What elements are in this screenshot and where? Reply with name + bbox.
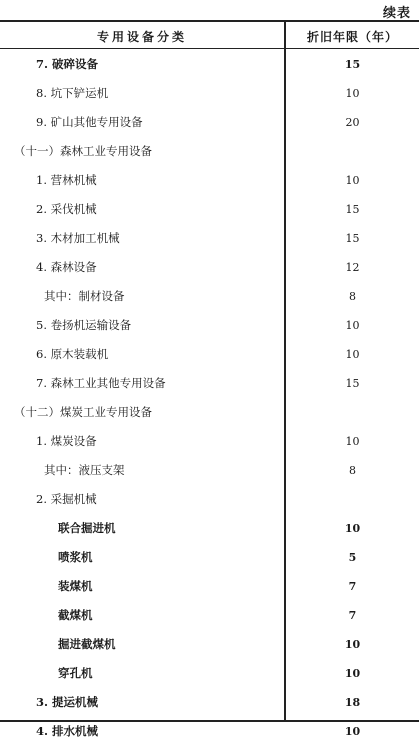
table-row bbox=[0, 339, 419, 368]
table-row bbox=[0, 49, 419, 78]
table-row bbox=[0, 687, 419, 716]
row-category: 1. 煤炭设备 bbox=[36, 434, 97, 448]
table-row bbox=[0, 107, 419, 136]
row-category: 2. 采伐机械 bbox=[36, 202, 97, 216]
column-divider bbox=[284, 20, 286, 722]
table-row bbox=[0, 165, 419, 194]
table-row bbox=[0, 600, 419, 629]
row-category: 其中：制材设备 bbox=[44, 289, 125, 303]
row-years: 8 bbox=[349, 464, 356, 477]
table-row bbox=[0, 310, 419, 339]
row-years: 15 bbox=[345, 377, 360, 390]
row-category: 其中：液压支架 bbox=[44, 463, 125, 477]
table-header bbox=[0, 22, 419, 49]
depreciation-table bbox=[0, 20, 419, 745]
row-category: 4. 森林设备 bbox=[36, 260, 97, 274]
table-row bbox=[0, 223, 419, 252]
row-years: 5 bbox=[348, 551, 357, 564]
table-row bbox=[0, 513, 419, 542]
row-years: 10 bbox=[344, 638, 361, 651]
row-years: 10 bbox=[345, 435, 360, 448]
table-row bbox=[0, 397, 419, 426]
row-category: 3. 提运机械 bbox=[36, 695, 99, 709]
row-category: （十二）煤炭工业专用设备 bbox=[14, 405, 152, 419]
table-row bbox=[0, 252, 419, 281]
row-category: 6. 原木装载机 bbox=[36, 347, 109, 361]
table-row bbox=[0, 629, 419, 658]
row-category: 3. 木材加工机械 bbox=[36, 231, 120, 245]
header-category: 专用设备分类 bbox=[96, 30, 187, 44]
row-years: 18 bbox=[344, 696, 361, 709]
row-years: 15 bbox=[345, 232, 360, 245]
row-category: （十一）森林工业专用设备 bbox=[14, 144, 152, 158]
table-row bbox=[0, 194, 419, 223]
table-row bbox=[0, 484, 419, 513]
row-category: 穿孔机 bbox=[58, 666, 93, 680]
row-category: 7. 森林工业其他专用设备 bbox=[36, 376, 166, 390]
row-years: 7 bbox=[348, 580, 357, 593]
row-category: 2. 采掘机械 bbox=[36, 492, 97, 506]
row-years: 7 bbox=[348, 609, 357, 622]
row-category: 9. 矿山其他专用设备 bbox=[36, 115, 143, 129]
row-category: 5. 卷扬机运输设备 bbox=[36, 318, 132, 332]
row-category: 截煤机 bbox=[58, 608, 93, 622]
table-row bbox=[0, 455, 419, 484]
row-years: 10 bbox=[344, 667, 361, 680]
row-years: 12 bbox=[345, 261, 360, 274]
row-years: 10 bbox=[345, 348, 360, 361]
row-years: 10 bbox=[344, 522, 361, 535]
table-row bbox=[0, 281, 419, 310]
table-body bbox=[0, 49, 419, 745]
row-category: 喷浆机 bbox=[58, 550, 93, 564]
table-row bbox=[0, 571, 419, 600]
row-category: 1. 营林机械 bbox=[36, 173, 97, 187]
row-years: 20 bbox=[345, 116, 360, 129]
table-row bbox=[0, 426, 419, 455]
table-bottom-rule bbox=[0, 720, 419, 722]
row-category: 4. 排水机械 bbox=[36, 724, 99, 738]
table-row bbox=[0, 136, 419, 165]
row-years: 10 bbox=[345, 87, 360, 100]
row-years: 15 bbox=[345, 203, 360, 216]
row-category: 掘进截煤机 bbox=[58, 637, 116, 651]
table-row bbox=[0, 658, 419, 687]
row-years: 10 bbox=[344, 725, 361, 738]
continued-label: 续表 bbox=[382, 6, 411, 21]
row-years: 8 bbox=[349, 290, 356, 303]
row-category: 8. 坑下铲运机 bbox=[36, 86, 109, 100]
row-category: 装煤机 bbox=[58, 579, 93, 593]
row-category: 7. 破碎设备 bbox=[36, 57, 99, 71]
row-years: 15 bbox=[344, 58, 361, 71]
header-years: 折旧年限（年） bbox=[306, 30, 398, 44]
row-years: 10 bbox=[345, 319, 360, 332]
table-row bbox=[0, 78, 419, 107]
table-row bbox=[0, 368, 419, 397]
table-row bbox=[0, 542, 419, 571]
row-years: 10 bbox=[345, 174, 360, 187]
row-category: 联合掘进机 bbox=[58, 521, 116, 535]
